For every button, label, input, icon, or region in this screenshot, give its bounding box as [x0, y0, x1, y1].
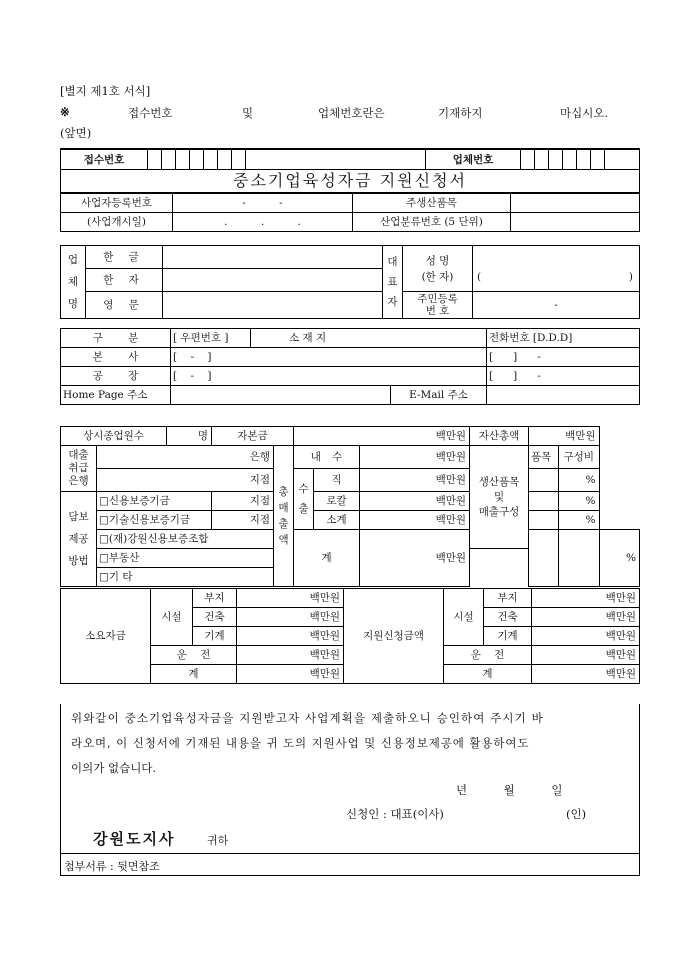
company-no-box[interactable] — [535, 149, 549, 170]
item-field[interactable] — [559, 530, 599, 587]
seal-mark: (인) — [566, 807, 587, 821]
ratio-field[interactable]: % — [599, 530, 640, 587]
homepage-field[interactable] — [171, 386, 391, 405]
facility-label-right: 시설 — [444, 589, 484, 646]
building-field-left[interactable]: 백만원 — [237, 608, 344, 627]
ratio-field[interactable]: % — [559, 492, 599, 511]
ratio-field[interactable]: % — [559, 469, 599, 492]
collateral-branch-2: 지점 — [212, 511, 274, 530]
required-funds-label: 소요자금 — [61, 589, 151, 684]
homepage-label: Home Page 주소 — [61, 386, 171, 405]
form-title: 중소기업육성자금 지원신청서 — [61, 170, 640, 193]
rep-name-field[interactable]: ( ) — [473, 246, 640, 292]
rep-id-field[interactable]: - — [473, 292, 640, 319]
spacer-cell — [246, 149, 426, 170]
capital-label: 자본금 — [212, 427, 294, 446]
collateral-option-3[interactable]: □(재)강원신용보증조합 — [97, 530, 274, 549]
local-export-field[interactable]: 백만원 — [360, 492, 470, 511]
operating-field-left[interactable]: 백만원 — [237, 646, 344, 665]
receipt-no-box[interactable] — [162, 149, 176, 170]
head-office-address-field[interactable]: [ - ] — [171, 348, 487, 367]
funds-total-label-left: 계 — [151, 665, 237, 684]
local-export-label: 로칼 — [314, 492, 360, 511]
machine-field-left[interactable]: 백만원 — [237, 627, 344, 646]
factory-address-field[interactable]: [ - ] — [171, 367, 487, 386]
assets-field[interactable]: 백만원 — [529, 427, 599, 446]
declaration-line-2: 라오며, 이 신청서에 기재된 내용을 귀 도의 지원사업 및 신용정보제공에 활용하여도 — [71, 736, 530, 750]
domestic-label: 내 수 — [294, 446, 360, 469]
factory-phone-field[interactable]: [ ] - — [487, 367, 640, 386]
finance-block — [60, 426, 640, 587]
company-no-box[interactable] — [577, 149, 591, 170]
email-label: E-Mail 주소 — [391, 386, 487, 405]
receipt-no-label: 접수번호 — [61, 149, 148, 170]
head-office-label: 본 사 — [61, 348, 171, 367]
biz-reg-no-label: 사업자등록번호 — [61, 194, 173, 213]
form-number: [별지 제1호 서식] — [60, 84, 151, 98]
direct-export-label: 직 — [314, 469, 360, 492]
receipt-title-block — [60, 148, 640, 193]
land-field-left[interactable]: 백만원 — [237, 589, 344, 608]
biz-reg-no-field[interactable]: - - — [173, 194, 353, 213]
sales-total-field[interactable]: 백만원 — [360, 530, 470, 587]
export-subtotal-label: 소계 — [314, 511, 360, 530]
funds-total-field-left[interactable]: 백만원 — [237, 665, 344, 684]
main-product-field[interactable] — [511, 194, 640, 213]
land-label-right: 부지 — [484, 589, 532, 608]
sales-total-label: 계 — [294, 530, 360, 587]
loan-branch-field[interactable]: 지점 — [97, 469, 274, 492]
operating-label-left: 운 전 — [151, 646, 237, 665]
collateral-branch-1: 지점 — [212, 492, 274, 511]
email-field[interactable] — [487, 386, 640, 405]
machine-label-right: 기계 — [484, 627, 532, 646]
phone-label: 전화번호 [D.D.D] — [487, 329, 640, 348]
date-line: 년 월 일 — [456, 783, 563, 797]
rep-name-label: 성 명 (한 자) — [403, 246, 473, 292]
item-field[interactable] — [529, 511, 559, 530]
item-field[interactable] — [529, 469, 559, 492]
land-field-right[interactable]: 백만원 — [532, 589, 640, 608]
collateral-option-1[interactable]: □신용보증기금 — [97, 492, 212, 511]
english-name-label: 영 문 — [86, 292, 163, 319]
operating-label-right: 운 전 — [444, 646, 532, 665]
page-side: (앞면) — [60, 126, 92, 140]
main-product-label: 주생산품목 — [353, 194, 511, 213]
land-label-left: 부지 — [193, 589, 237, 608]
korean-name-label: 한 글 — [86, 246, 163, 269]
addressee-honorific: 귀하 — [207, 834, 229, 847]
receipt-no-box[interactable] — [176, 149, 190, 170]
funds-block — [60, 588, 640, 684]
factory-label: 공 장 — [61, 367, 171, 386]
export-subtotal-field[interactable]: 백만원 — [360, 511, 470, 530]
building-label-left: 건축 — [193, 608, 237, 627]
employees-field[interactable]: 명 — [167, 427, 212, 446]
company-side-label: 업 체 명 — [61, 246, 86, 319]
domestic-field[interactable]: 백만원 — [360, 446, 470, 469]
machine-label-left: 기계 — [193, 627, 237, 646]
company-no-box[interactable] — [591, 149, 605, 170]
ratio-label: 구성비 — [559, 446, 599, 469]
hanja-name-label: 한 자 — [86, 269, 163, 292]
representative-side-label: 대 표 자 — [383, 246, 403, 319]
company-name-block — [60, 245, 640, 319]
rep-id-label: 주민등록 번 호 — [403, 292, 473, 319]
collateral-option-5[interactable]: □기 타 — [97, 568, 274, 587]
ratio-field[interactable]: % — [559, 511, 599, 530]
receipt-no-box[interactable] — [218, 149, 232, 170]
industry-code-field[interactable] — [511, 213, 640, 232]
building-label-right: 건축 — [484, 608, 532, 627]
attachment-note: 첨부서류 : 뒷면참조 — [60, 854, 640, 876]
item-field[interactable] — [529, 492, 559, 511]
company-no-box[interactable] — [549, 149, 563, 170]
note-mark: ※ — [60, 105, 70, 119]
requested-amount-label: 지원신청금액 — [344, 589, 444, 684]
total-sales-label: 총 매 출 액 — [274, 446, 294, 587]
funds-total-label-right: 계 — [444, 665, 532, 684]
korean-name-field[interactable] — [163, 246, 383, 269]
collateral-option-4[interactable]: □부동산 — [97, 549, 274, 568]
head-office-phone-field[interactable]: [ ] - — [487, 348, 640, 367]
english-name-field[interactable] — [163, 292, 383, 319]
addressee: 강원도지사 — [93, 830, 176, 848]
funds-total-field-right[interactable]: 백만원 — [532, 665, 640, 684]
item-label: 품목 — [529, 446, 559, 469]
loan-bank-label: 대출 취급 은행 — [61, 446, 97, 492]
assets-label: 자산총액 — [470, 427, 529, 446]
collateral-option-2[interactable]: □기술신용보증기금 — [97, 511, 212, 530]
loan-bank-field[interactable]: 은행 — [97, 446, 274, 469]
division-label: 구 분 — [61, 329, 171, 348]
applicant-label: 신청인 : 대표(이사) — [346, 807, 444, 821]
company-no-label: 업체번호 — [426, 149, 521, 170]
registration-block — [60, 193, 640, 232]
operating-field-right[interactable]: 백만원 — [532, 646, 640, 665]
company-no-box[interactable] — [563, 149, 577, 170]
machine-field-right[interactable]: 백만원 — [532, 627, 640, 646]
declaration-section — [60, 704, 640, 854]
postal-label: [ 우편번호 ] — [171, 329, 251, 348]
location-label: 소 재 지 — [251, 329, 487, 348]
declaration-line-1: 위와같이 중소기업육성자금을 지원받고자 사업계획을 제출하오니 승인하여 주시기 바 — [71, 711, 544, 725]
capital-field[interactable]: 백만원 — [294, 427, 470, 446]
facility-label-left: 시설 — [151, 589, 193, 646]
receipt-no-box[interactable] — [190, 149, 204, 170]
company-no-box[interactable] — [521, 149, 535, 170]
receipt-no-box[interactable] — [148, 149, 162, 170]
composition-blank — [529, 530, 559, 587]
start-date-label: (사업개시일) — [61, 213, 173, 232]
export-label: 수 출 — [294, 469, 314, 530]
direct-export-field[interactable]: 백만원 — [360, 469, 470, 492]
product-composition-label: 생산품목 및 매출구성 — [470, 446, 529, 549]
receipt-no-box[interactable] — [232, 149, 246, 170]
building-field-right[interactable]: 백만원 — [532, 608, 640, 627]
hanja-name-field[interactable] — [163, 269, 383, 292]
receipt-no-box[interactable] — [204, 149, 218, 170]
address-block — [60, 328, 640, 405]
industry-code-label: 산업분류번호 (5 단위) — [353, 213, 511, 232]
declaration-line-3: 이의가 없습니다. — [71, 761, 157, 775]
start-date-field[interactable]: . . . — [173, 213, 353, 232]
collateral-label: 담보 제공 방법 — [61, 492, 97, 587]
employees-label: 상시종업원수 — [61, 427, 167, 446]
company-no-box[interactable] — [605, 149, 640, 170]
